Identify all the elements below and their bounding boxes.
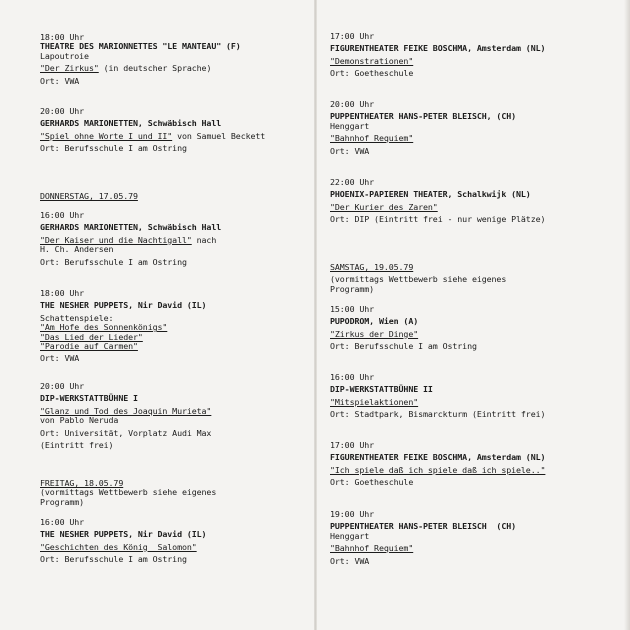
event-note-2: H. Ch. Andersen: [40, 244, 114, 255]
event-title: "Demonstrationen": [330, 55, 414, 66]
event-venue: Ort: Berufsschule I am Ostring: [40, 256, 187, 267]
page-fold: [314, 0, 317, 630]
event-entry: [330, 305, 477, 352]
event-entry: [330, 100, 516, 156]
event-entry: [40, 211, 221, 267]
event-company: THE NESHER PUPPETS, Nir David (IL): [40, 300, 207, 311]
event-company: GERHARDS MARIONETTEN, Schwäbisch Hall: [40, 222, 222, 233]
event-company: FIGURENTHEATER FEIKE BOSCHMA, Amsterdam (NL): [330, 43, 546, 54]
event-note: von Samuel Beckett: [172, 130, 266, 141]
event-company: PUPODROM, Wien (A): [330, 316, 419, 327]
event-venue: Ort: Goetheschule: [330, 68, 414, 79]
event-venue: Ort: DIP (Eintritt frei - nur wenige Plätze): [330, 214, 546, 225]
event-company: DIP-WERKSTATTBÜHNE II: [330, 384, 433, 395]
event-title: "Der Kaiser und die Nachtigall": [40, 234, 192, 245]
day-heading-friday: FREITAG, 18.05.79: [40, 478, 124, 488]
day-heading-saturday: SAMSTAG, 19.05.79: [330, 262, 414, 272]
event-company: FIGURENTHEATER FEIKE BOSCHMA, Amsterdam (NL): [330, 452, 546, 463]
event-entry: [40, 33, 241, 86]
day-heading: [330, 263, 506, 294]
event-city: Henggart: [330, 120, 370, 131]
event-entry: [330, 32, 545, 79]
event-entry: [330, 510, 516, 566]
event-company: PHOENIX-PAPIEREN THEATER, Schalkwijk (NL): [330, 189, 531, 200]
event-time: 16:00 Uhr: [40, 517, 85, 527]
event-title: "Parodie auf Carmen": [40, 341, 138, 352]
day-heading: [40, 192, 138, 201]
event-note: von Pablo Neruda: [40, 415, 119, 426]
event-time: 22:00 Uhr: [330, 177, 375, 187]
event-company: GERHARDS MARIONETTEN, Schwäbisch Hall: [40, 118, 222, 129]
event-title: "Bahnhof Requiem": [330, 543, 414, 554]
event-company: DIP-WERKSTATTBÜHNE I: [40, 393, 138, 404]
day-heading-thursday: DONNERSTAG, 17.05.79: [40, 191, 138, 201]
event-company: PUPPENTHEATER HANS-PETER BLEISCH, (CH): [330, 111, 517, 122]
event-time: 16:00 Uhr: [330, 372, 375, 382]
event-venue: Ort: VWA: [40, 75, 80, 86]
event-time: 15:00 Uhr: [330, 304, 375, 314]
event-venue: Ort: Berufsschule I am Ostring: [330, 341, 477, 352]
event-venue: Ort: Goetheschule: [330, 477, 414, 488]
event-city: Henggart: [330, 530, 370, 541]
event-time: 17:00 Uhr: [330, 31, 375, 41]
event-time: 18:00 Uhr: [40, 288, 85, 298]
day-heading: [40, 479, 216, 507]
day-note: Programm): [330, 283, 375, 294]
event-venue: Ort: Universität, Vorplatz Audi Max: [40, 427, 212, 438]
event-company: THEATRE DES MARIONNETTES "LE MANTEAU" (F): [40, 41, 241, 52]
event-title: "Ich spiele daß ich spiele daß ich spiele..": [330, 464, 546, 475]
event-time: 20:00 Uhr: [40, 381, 85, 391]
event-company: THE NESHER PUPPETS, Nir David (IL): [40, 529, 207, 540]
event-venue: Ort: VWA: [40, 353, 80, 364]
event-venue: Ort: Stadtpark, Bismarckturm (Eintritt frei): [330, 409, 546, 420]
event-title: "Am Hofe des Sonnenkönigs": [40, 322, 168, 333]
event-title: "Glanz und Tod des Joaquin Murieta": [40, 405, 212, 416]
event-time: 17:00 Uhr: [330, 440, 375, 450]
event-entry: [40, 382, 211, 450]
event-title: "Bahnhof Requiem": [330, 133, 414, 144]
event-extra: (Eintritt frei): [40, 440, 114, 451]
event-title: "Der Kurier des Zaren": [330, 201, 438, 212]
event-title: "Mitspielaktionen": [330, 396, 419, 407]
event-time: 16:00 Uhr: [40, 210, 85, 220]
event-title: "Der Zirkus": [40, 63, 99, 74]
event-entry: [40, 518, 206, 565]
event-time: 20:00 Uhr: [40, 106, 85, 116]
event-venue: Ort: Berufsschule I am Ostring: [40, 143, 187, 154]
day-note: (vormittags Wettbewerb siehe eigenes: [40, 487, 217, 498]
event-time: 18:00 Uhr: [40, 32, 85, 42]
page-edge-shadow: [624, 0, 630, 630]
event-entry: [330, 441, 545, 488]
event-title: "Zirkus der Dinge": [330, 328, 419, 339]
event-venue: Ort: VWA: [330, 555, 370, 566]
event-entry: [40, 107, 265, 154]
event-title: "Geschichten des König Salomon": [40, 541, 197, 552]
event-note: (in deutscher Sprache): [98, 63, 212, 74]
event-label: Schattenspiele:: [40, 312, 114, 323]
event-entry: [40, 289, 206, 364]
event-time: 19:00 Uhr: [330, 509, 375, 519]
event-entry: [330, 373, 545, 420]
event-title: "Spiel ohne Worte I und II": [40, 130, 173, 141]
event-company: PUPPENTHEATER HANS-PETER BLEISCH (CH): [330, 521, 517, 532]
event-title: "Das Lied der Lieder": [40, 331, 143, 342]
event-entry: [330, 178, 545, 225]
event-venue: Ort: VWA: [330, 145, 370, 156]
event-city: Lapoutroie: [40, 50, 89, 61]
event-note: nach: [191, 234, 217, 245]
day-note: (vormittags Wettbewerb siehe eigenes: [330, 274, 507, 285]
event-venue: Ort: Berufsschule I am Ostring: [40, 554, 187, 565]
event-time: 20:00 Uhr: [330, 99, 375, 109]
day-note: Programm): [40, 496, 85, 507]
